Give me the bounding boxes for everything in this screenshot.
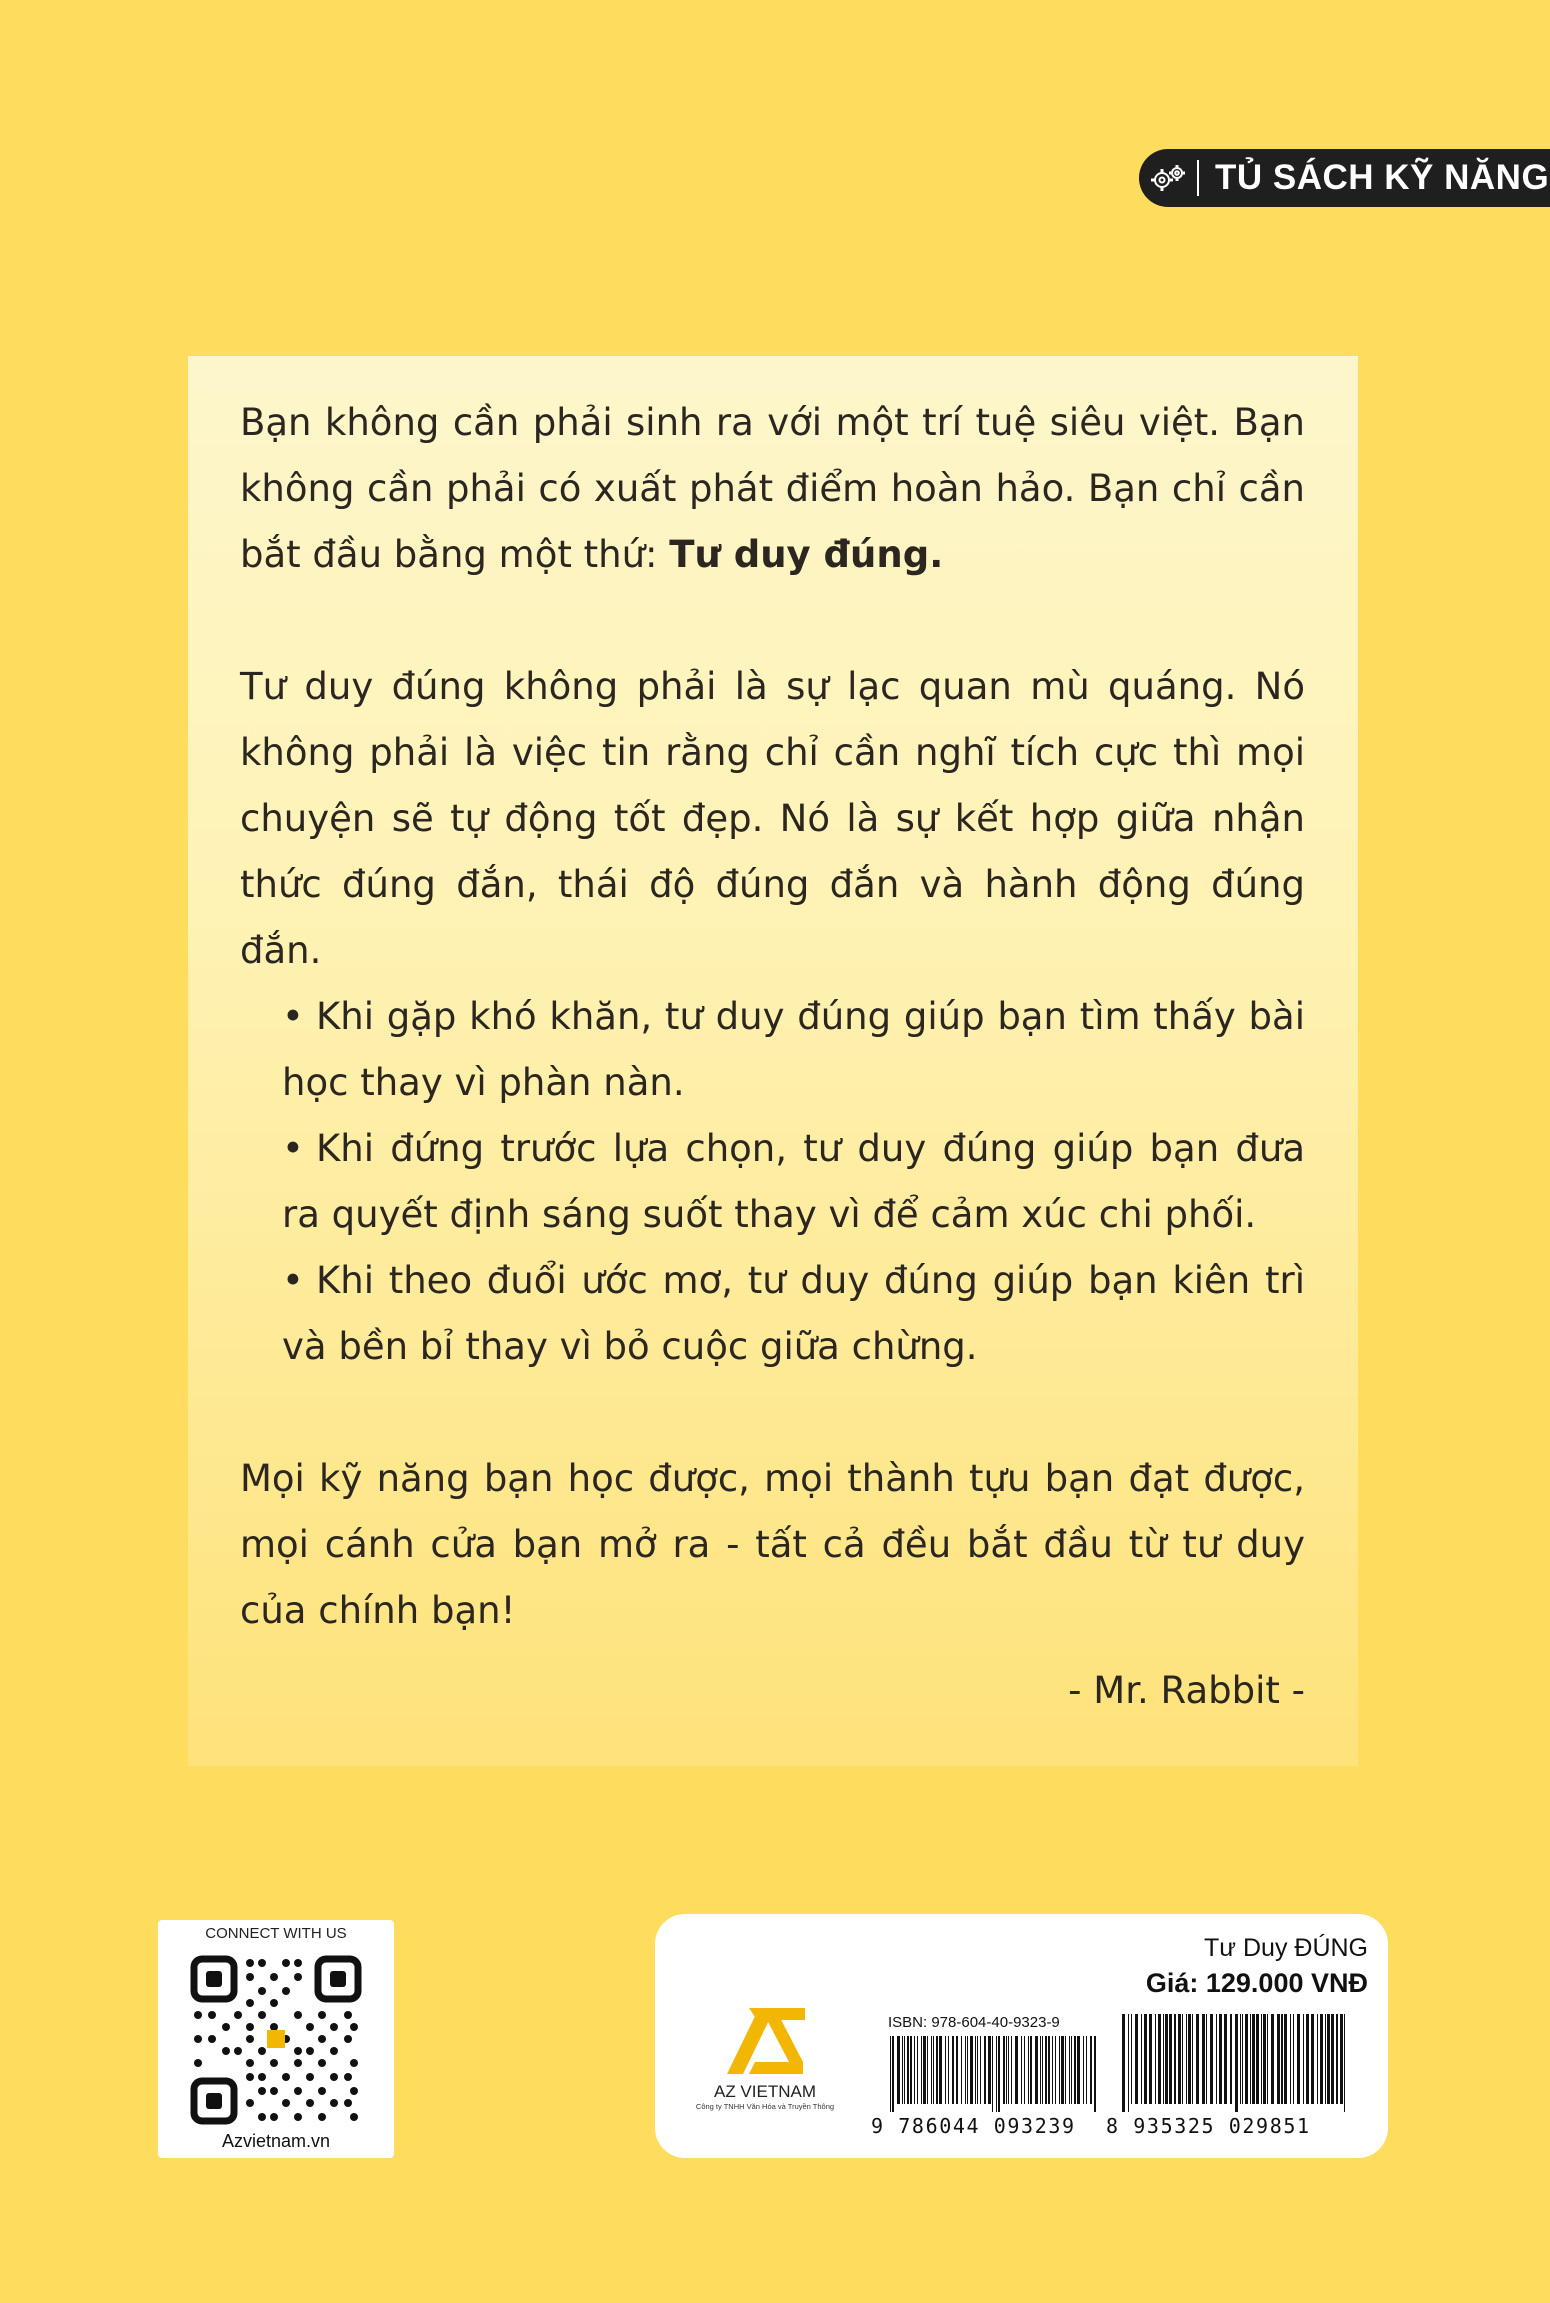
barcode-bar — [1028, 2036, 1029, 2104]
bullet-icon: • — [282, 1259, 304, 1302]
barcode-bar — [1317, 2014, 1318, 2104]
barcode-bar — [1186, 2014, 1187, 2104]
barcode-bar — [904, 2036, 905, 2104]
barcode-bar — [1252, 2014, 1255, 2104]
p1-text: Bạn không cần phải sinh ra với một trí tuệ siêu việt. Bạn không cần phải có xuất phát điểm hoàn hảo. Bạn chỉ cần bắt đầu bằng một thứ: — [240, 401, 1305, 576]
barcode-bar — [1045, 2036, 1047, 2104]
barcode-bar — [1271, 2014, 1274, 2104]
barcode-bar — [984, 2036, 986, 2104]
barcode-bar — [1263, 2014, 1266, 2104]
barcode-bar — [1135, 2014, 1138, 2104]
barcode-bar — [1178, 2014, 1181, 2104]
barcode-bar — [1059, 2036, 1060, 2104]
barcode-bar — [1042, 2036, 1043, 2104]
barcode-bar — [1210, 2014, 1213, 2104]
blurb-paragraph-1 — [240, 390, 1305, 588]
barcode-bar — [1224, 2014, 1227, 2104]
barcode-bar — [914, 2036, 915, 2104]
barcode-bar — [1206, 2014, 1207, 2104]
barcode-bar — [1169, 2014, 1172, 2104]
barcode-bar — [1192, 2014, 1193, 2104]
barcode-bar — [1284, 2014, 1287, 2104]
barcode-bar — [917, 2036, 918, 2104]
barcode-bar — [1277, 2014, 1280, 2104]
blurb-text — [240, 390, 1305, 1644]
barcode-bar — [1165, 2014, 1168, 2104]
barcode-bar — [945, 2036, 946, 2104]
barcode-bar — [1320, 2014, 1323, 2104]
barcode-bar — [1021, 2036, 1022, 2104]
barcode-bar — [1048, 2036, 1050, 2104]
barcode-bar — [1325, 2014, 1326, 2104]
barcode-bar — [1008, 2036, 1009, 2104]
barcode-bar — [1083, 2036, 1084, 2104]
barcode-bar — [1303, 2014, 1304, 2104]
barcode-bar — [961, 2036, 962, 2104]
barcode-bar — [1202, 2014, 1205, 2104]
barcode-bar — [1077, 2036, 1080, 2104]
author-signature: - Mr. Rabbit - — [1068, 1669, 1305, 1712]
barcode-bar — [927, 2036, 928, 2104]
barcode-bar — [1163, 2014, 1164, 2104]
barcode-bar — [970, 2036, 973, 2104]
barcode-bar — [1196, 2014, 1199, 2104]
barcode-bar — [1086, 2036, 1087, 2104]
barcode-bar — [1230, 2014, 1232, 2104]
barcode-bar — [977, 2036, 978, 2104]
barcode-bar — [975, 2036, 976, 2104]
barcode-bar — [1240, 2014, 1241, 2104]
barcode-bar — [1216, 2014, 1217, 2104]
gears-icon — [1139, 149, 1197, 207]
barcode-bar — [1011, 2036, 1012, 2104]
p1-emphasis: Tư duy đúng. — [669, 533, 944, 576]
barcode-bar — [1071, 2036, 1072, 2104]
barcode-bar — [936, 2036, 938, 2104]
barcode-bar — [902, 2036, 903, 2104]
barcode-card — [655, 1914, 1388, 2158]
barcode-bar — [988, 2036, 991, 2104]
barcode-bar — [1090, 2036, 1092, 2104]
publisher-subtitle: Công ty TNHH Văn Hóa và Truyền Thông — [695, 2102, 835, 2111]
barcode-bar — [952, 2036, 954, 2104]
barcode-bar — [1035, 2036, 1038, 2104]
barcode-bar — [1242, 2014, 1243, 2104]
barcode-bar — [897, 2036, 900, 2104]
blurb-paragraph-3: Mọi kỹ năng bạn học được, mọi thành tựu bạn đạt được, mọi cánh cửa bạn mở ra - tất cả đều bắt đầu từ tư duy của chính bạn! — [240, 1457, 1305, 1632]
barcode-bar — [998, 2036, 1000, 2112]
barcode-bar — [939, 2036, 942, 2104]
blurb-bullets — [240, 984, 1305, 1380]
isbn-label: ISBN: 978-604-40-9323-9 — [888, 2014, 1060, 2031]
tag-divider — [1197, 160, 1199, 196]
barcode-bar — [907, 2036, 909, 2104]
barcode-bar — [1306, 2014, 1309, 2104]
barcode-bar — [1245, 2014, 1248, 2104]
barcode-bar — [1290, 2014, 1291, 2104]
barcode-bar — [1336, 2014, 1338, 2104]
barcode-bar — [980, 2036, 981, 2104]
website-link[interactable]: Azvietnam.vn — [221, 2131, 331, 2151]
product-barcode-digits: 8 935325 029851 — [1106, 2114, 1311, 2138]
barcode-bar — [1015, 2036, 1018, 2104]
barcode-bar — [1065, 2036, 1066, 2104]
barcode-bar — [1327, 2014, 1330, 2104]
barcode-bar — [923, 2036, 926, 2104]
bullet-item: • Khi đứng trước lựa chọn, tư duy đúng giúp bạn đưa ra quyết định sáng suốt thay vì để cảm xúc chi phối. — [240, 1116, 1305, 1248]
book-title: Tư Duy ĐÚNG — [1204, 1934, 1368, 1962]
barcode-bar — [1340, 2014, 1343, 2104]
barcode-bar — [948, 2036, 949, 2104]
barcode-bar — [1061, 2036, 1064, 2104]
barcode-bar — [921, 2036, 922, 2104]
barcode-bar — [1030, 2036, 1032, 2104]
barcode-bar — [1235, 2014, 1238, 2112]
barcode-bar — [1158, 2014, 1161, 2104]
barcode-bar — [1074, 2036, 1076, 2104]
barcode-bar — [1256, 2014, 1259, 2104]
series-tag — [1139, 149, 1550, 207]
barcode-bar — [1149, 2014, 1152, 2104]
product-barcode — [1120, 2014, 1352, 2112]
barcode-bar — [1069, 2036, 1070, 2104]
barcode-bar — [996, 2036, 997, 2112]
barcode-bar — [992, 2036, 993, 2112]
barcode-bar — [1128, 2014, 1129, 2112]
barcode-bar — [1094, 2036, 1096, 2112]
barcode-bar — [1155, 2014, 1156, 2104]
bullet-icon: • — [282, 995, 304, 1038]
barcode-bar — [956, 2036, 958, 2104]
barcode-bar — [1344, 2014, 1345, 2112]
barcode-bar — [965, 2036, 966, 2104]
barcode-bar — [1250, 2014, 1251, 2104]
barcode-bar — [1052, 2036, 1053, 2104]
barcode-bar — [1281, 2014, 1283, 2104]
publisher-name: AZ VIETNAM — [713, 2082, 816, 2101]
barcode-bar — [1144, 2014, 1147, 2104]
barcode-bar — [1040, 2036, 1041, 2104]
barcode-bar — [931, 2036, 932, 2104]
blurb-paragraph-2: Tư duy đúng không phải là sự lạc quan mù quáng. Nó không phải là việc tin rằng chỉ cần nghĩ tích cực thì mọi chuyện sẽ tự động tốt đẹp. Nó là sự kết hợp giữa nhận thức đúng đắn, thái độ đúng đắn và hành động đúng đắn. — [240, 665, 1305, 972]
qr-card — [158, 1920, 394, 2158]
barcode-bar — [890, 2036, 891, 2112]
barcode-bar — [1293, 2014, 1294, 2104]
barcode-bar — [892, 2036, 894, 2112]
barcode-bar — [1267, 2014, 1268, 2104]
barcode-bar — [1003, 2036, 1005, 2104]
barcode-bar — [1006, 2036, 1007, 2104]
barcode-bar — [1182, 2014, 1183, 2104]
publisher-logo — [675, 2004, 855, 2144]
isbn-barcode — [888, 2036, 1103, 2112]
barcode-bar — [1331, 2014, 1334, 2104]
bullet-icon: • — [282, 1127, 304, 1170]
barcode-bar — [933, 2036, 934, 2104]
qr-code-icon[interactable] — [188, 1953, 364, 2127]
barcode-bar — [1261, 2014, 1262, 2104]
barcode-bar — [1311, 2014, 1314, 2104]
barcode-bar — [1055, 2036, 1056, 2104]
book-price: Giá: 129.000 VNĐ — [1145, 1968, 1368, 1998]
barcode-bar — [1219, 2014, 1222, 2104]
series-label: TỦ SÁCH KỸ NĂNG — [1215, 158, 1550, 197]
bullet-item: • Khi gặp khó khăn, tư duy đúng giúp bạn tìm thấy bài học thay vì phàn nàn. — [240, 984, 1305, 1116]
isbn-barcode-digits: 9 786044 093239 — [871, 2114, 1076, 2138]
barcode-bar — [1122, 2014, 1125, 2112]
qr-caption: CONNECT WITH US — [205, 1925, 347, 1942]
barcode-bar — [1141, 2014, 1142, 2104]
barcode-bar — [967, 2036, 968, 2104]
barcode-bar — [1188, 2014, 1191, 2104]
barcode-bar — [1174, 2014, 1176, 2104]
barcode-bar — [1131, 2014, 1132, 2104]
barcode-bar — [910, 2036, 912, 2104]
bullet-item: • Khi theo đuổi ước mơ, tư duy đúng giúp bạn kiên trì và bền bỉ thay vì bỏ cuộc giữa chừng. — [240, 1248, 1305, 1380]
barcode-bar — [1024, 2036, 1025, 2104]
az-logo-icon — [719, 2004, 811, 2076]
barcode-bar — [1297, 2014, 1300, 2104]
